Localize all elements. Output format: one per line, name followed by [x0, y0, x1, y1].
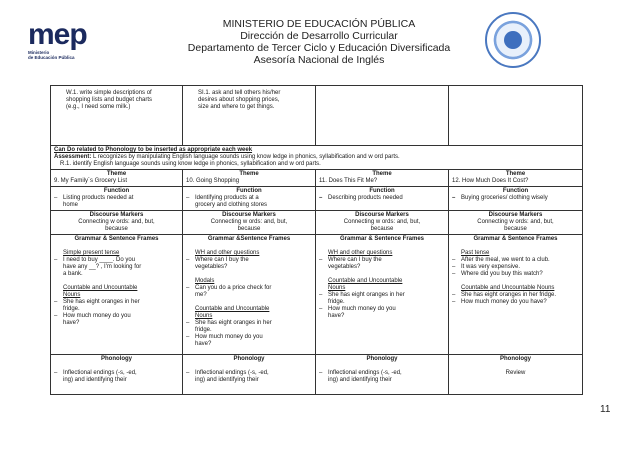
grammar-heading: WH and other questions: [195, 250, 260, 256]
phonology-text: ing) and identifying their: [328, 377, 392, 383]
grammar-label: Grammar & Sentence Frames: [74, 236, 159, 242]
grammar-item: I need to buy ____. Do you: [63, 257, 136, 263]
grammar-heading: Nouns: [328, 285, 346, 291]
markers-text: Connecting w ords: and, but,: [210, 219, 288, 225]
function-cell: Function – Buying groceries/ clothing wisely: [449, 187, 583, 211]
phonology-cell: [449, 355, 583, 395]
theme-label: Theme: [239, 171, 259, 177]
function-text: Listing products needed at: [63, 195, 134, 201]
markers-text: Connecting w ords: and, but,: [78, 219, 155, 225]
markers-text: because: [237, 226, 261, 232]
grammar-item: Where can I buy the: [195, 257, 249, 263]
phonology-note: [51, 146, 583, 170]
outcome-empty: [449, 86, 583, 146]
theme-cell: [449, 170, 583, 187]
curriculum-table: [50, 85, 583, 395]
phonology-label: Phonology: [366, 356, 398, 362]
grammar-item: vegetables?: [328, 264, 361, 270]
themes-row: [51, 170, 583, 187]
function-text: Identifying products at a: [195, 195, 259, 201]
grammar-item: have any __? , I'm looking for: [63, 264, 142, 270]
grammar-item: She has eight oranges in her: [195, 320, 272, 326]
outcome-empty: [316, 86, 449, 146]
grammar-item: fridge.: [195, 327, 212, 333]
grammar-label: Grammar &Sentence Frames: [207, 236, 291, 242]
grammar-item: It was very expensive.: [461, 264, 521, 270]
phonology-cell: Phonology – Inflectional endings (-s, -ed, ing) and identifying their: [183, 355, 316, 395]
markers-label: Discourse Markers: [89, 212, 144, 218]
logo-subtitle-line: de Educación Pública: [28, 55, 75, 60]
grammar-cell: Grammar &Sentence Frames WH and other questions – Where can I buy the vegetables? Modals – Can you do a price check for me? Countable and Uncountable Nouns – She has eight oranges in her fridge. – How much money do you have?: [183, 235, 316, 355]
phonology-row: [51, 355, 583, 395]
markers-cell: [183, 211, 316, 235]
grammar-item: She has eight oranges in her: [63, 299, 140, 305]
theme-cell: [316, 170, 449, 187]
grammar-item: She has eight oranges in her fridge.: [461, 292, 557, 298]
function-text: home: [63, 202, 79, 208]
function-label: Function: [369, 188, 395, 194]
theme-value: 12. How Much Does It Cost?: [452, 178, 529, 184]
outcome-line: size and where to get things.: [198, 104, 275, 110]
grammar-item: fridge.: [328, 299, 345, 305]
grammar-item: After the meal, we went to a club.: [461, 257, 550, 263]
grammar-label: Grammar & Sentence Frames: [473, 236, 558, 242]
outcome-line: shopping lists and budget charts: [66, 97, 153, 103]
grammar-heading: Countable and Uncountable: [328, 278, 403, 284]
grammar-item: How much money do you: [195, 334, 263, 340]
functions-row: [51, 187, 583, 211]
grammar-item: How much money do you: [63, 313, 131, 319]
logo-subtitle-line: Ministerio: [28, 50, 50, 55]
theme-value: 10. Going Shopping: [186, 178, 240, 184]
phonology-text: ing) and identifying their: [195, 377, 259, 383]
function-label: Function: [103, 188, 130, 194]
phonology-cell: Phonology – Inflectional endings (-s, -ed, ing) and identifying their: [51, 355, 183, 395]
outcome-w1: [51, 86, 183, 146]
theme-value: 11. Does This Fit Me?: [319, 178, 378, 184]
phonology-label: Phonology: [233, 356, 265, 362]
theme-cell: [183, 170, 316, 187]
grammar-item: vegetables?: [195, 264, 228, 270]
grammar-label: Grammar & Sentence Frames: [339, 236, 425, 242]
markers-label: Discourse Markers: [222, 212, 276, 218]
theme-label: Theme: [106, 171, 127, 177]
function-cell: Function – Identifying products at a grocery and clothing stores: [183, 187, 316, 211]
markers-text: because: [504, 226, 527, 232]
grammar-item: She has eight oranges in her: [328, 292, 405, 298]
grammar-heading: Modals: [195, 278, 215, 284]
phonology-label: Phonology: [101, 356, 132, 362]
grammar-item: me?: [195, 292, 207, 298]
markers-text: because: [370, 226, 394, 232]
phonology-note-title: Can Do related to Phonology to be inserted as appropriate each week: [54, 147, 253, 153]
grammar-heading: Simple present tense: [63, 250, 120, 256]
grammar-cell: Grammar & Sentence Frames WH and other questions – Where can I buy the vegetables? Countable and Uncountable Nouns – She has eight oranges in her fridge. – How much money do you have?: [316, 235, 449, 355]
markers-label: Discourse Markers: [488, 212, 543, 218]
grammar-item: Where did you buy this watch?: [461, 271, 543, 277]
header-line-advisory: Asesoría Nacional de Inglés: [253, 54, 385, 66]
markers-text: Connecting w ords: and, but,: [343, 219, 421, 225]
discourse-markers-row: [51, 211, 583, 235]
grammar-item: How much money do you have?: [461, 299, 547, 305]
phonology-text: Inflectional endings (-s, -ed,: [195, 370, 269, 376]
grammar-item: fridge.: [63, 306, 80, 312]
markers-text: because: [105, 226, 128, 232]
outcome-line: (e.g., I need some milk.): [66, 104, 131, 110]
grammar-item: have?: [63, 320, 80, 326]
markers-cell: [449, 211, 583, 235]
grammar-item: How much money do you: [328, 306, 396, 312]
outcome-line: desires about shopping prices,: [198, 97, 280, 103]
header-line-department: Departamento de Tercer Ciclo y Educación Diversificada: [187, 42, 451, 54]
function-text: Buying groceries/ clothing wisely: [461, 195, 548, 201]
assessment-label: Assessment:: [54, 154, 92, 160]
grammar-cell: Grammar & Sentence Frames Simple present tense – I need to buy ____. Do you have any __? , I'm looking for a bank. Countable and Uncountable Nouns – She has eight oranges in her fridge. – How much money do you have?: [51, 235, 183, 355]
theme-label: Theme: [505, 171, 526, 177]
phonology-text: Inflectional endings (-s, -ed,: [328, 370, 402, 376]
theme-label: Theme: [372, 171, 392, 177]
assessment-line: [54, 154, 579, 161]
grammar-row: [51, 235, 583, 355]
phonology-text: Review: [505, 370, 526, 376]
reading-outcome: R.1. identify English language sounds using know ledge in phonics, syllabification and w ord parts.: [60, 161, 321, 167]
phonology-text: ing) and identifying their: [63, 377, 127, 383]
outcome-si1: [183, 86, 316, 146]
grammar-item: a bank.: [63, 271, 83, 277]
grammar-heading: WH and other questions: [328, 250, 393, 256]
function-cell: Function – Listing products needed at home: [51, 187, 183, 211]
header-titles: [0, 18, 638, 66]
page-header: [0, 0, 638, 88]
markers-label: Discourse Markers: [355, 212, 409, 218]
grammar-heading: Countable and Uncountable: [195, 306, 270, 312]
function-label: Function: [236, 188, 262, 194]
grammar-item: Can you do a price check for: [195, 285, 272, 291]
grammar-heading: Past tense: [461, 250, 490, 256]
theme-value: 9. My Family´s Grocery List: [54, 178, 128, 184]
header-line-ministry: MINISTERIO DE EDUCACIÓN PÚBLICA: [222, 18, 416, 30]
header-line-direction: Dirección de Desarrollo Curricular: [240, 30, 398, 42]
grammar-cell: Grammar & Sentence Frames Past tense – After the meal, we went to a club. – It was very expensive. – Where did you buy this watch? Countable and Uncountable Nouns – She has eight oranges in her fridge. – How much money do you have?: [449, 235, 583, 355]
function-cell: Function – Describing products needed: [316, 187, 449, 211]
phonology-label: Phonology: [500, 356, 531, 362]
markers-text: Connecting w ords: and, but,: [477, 219, 554, 225]
seal-emblem-icon: [485, 12, 541, 68]
logo-wordmark: mep: [28, 18, 87, 51]
markers-cell: [51, 211, 183, 235]
phonology-cell: Phonology – Inflectional endings (-s, -ed, ing) and identifying their: [316, 355, 449, 395]
grammar-heading: Countable and Uncountable Nouns: [461, 285, 555, 291]
grammar-item: have?: [195, 341, 212, 347]
grammar-heading: Nouns: [63, 292, 81, 298]
grammar-heading: Nouns: [195, 313, 213, 319]
function-text: Describing products needed: [328, 195, 403, 201]
outcomes-row: [51, 86, 583, 146]
function-text: grocery and clothing stores: [195, 202, 268, 208]
outcome-line: SI.1. ask and tell others his/her: [198, 90, 281, 96]
theme-cell: [51, 170, 183, 187]
grammar-heading: Countable and Uncountable: [63, 285, 138, 291]
assessment-text: L recognizes by manipulating English language sounds using know ledge in phonics, syllabification and w ord parts.: [91, 154, 400, 160]
page-number: 11: [600, 404, 611, 415]
outcome-line: W.1. write simple descriptions of: [66, 90, 152, 96]
grammar-item: Where can I buy the: [328, 257, 382, 263]
phonology-text: Inflectional endings (-s, -ed,: [63, 370, 137, 376]
phonology-note-row: [51, 146, 583, 170]
markers-cell: [316, 211, 449, 235]
grammar-item: have?: [328, 313, 345, 319]
function-label: Function: [502, 188, 529, 194]
